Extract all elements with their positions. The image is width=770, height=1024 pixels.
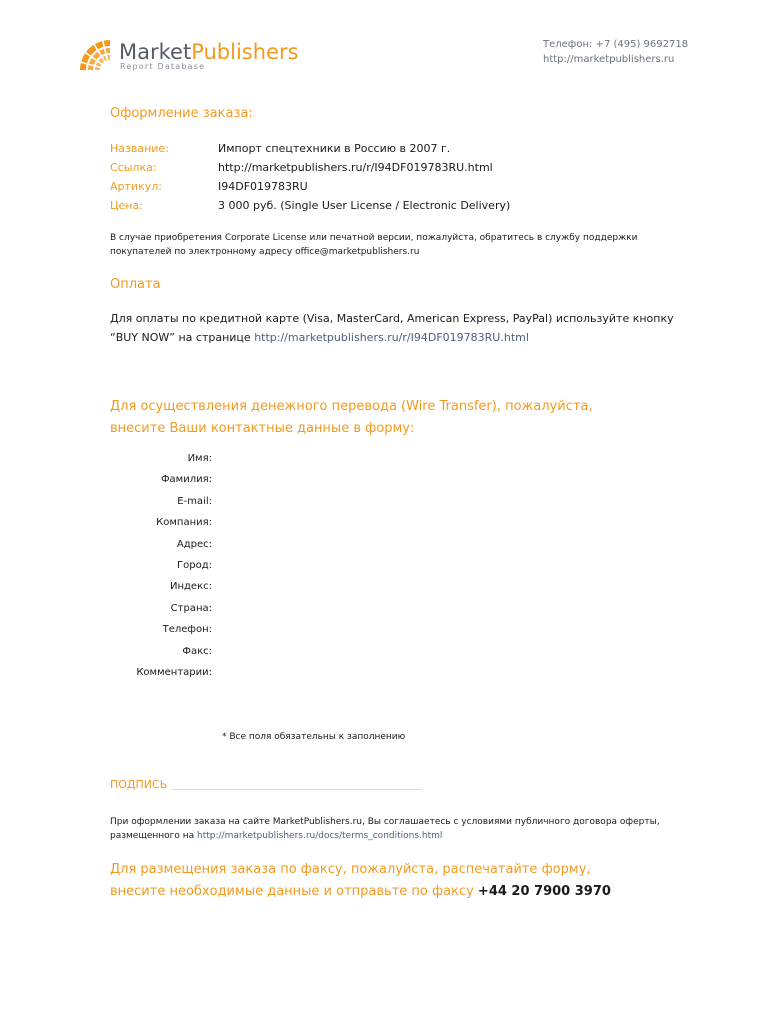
terms-text: При оформлении заказа на сайте MarketPublishers.ru, Вы соглашаетесь с условиями публичного договора оферты, размещенного на xyxy=(110,817,660,841)
contact-form xyxy=(110,453,530,688)
payment-heading: Оплата xyxy=(110,277,161,292)
form-field-input[interactable] xyxy=(220,603,530,619)
form-field-input[interactable] xyxy=(220,581,530,597)
form-row xyxy=(110,646,530,667)
order-row-price xyxy=(110,196,510,215)
required-fields-note: * Все поля обязательны к заполнению xyxy=(222,732,406,742)
fax-number: +44 20 7900 3970 xyxy=(477,884,611,899)
form-field-input[interactable] xyxy=(220,496,530,512)
form-field-input[interactable] xyxy=(220,624,530,640)
order-heading: Оформление заказа: xyxy=(110,106,253,121)
signature-line[interactable] xyxy=(172,789,422,790)
order-price-label: Цена: xyxy=(110,199,143,212)
form-row xyxy=(110,517,530,538)
order-details xyxy=(110,139,510,215)
form-row xyxy=(110,453,530,474)
form-field-input[interactable] xyxy=(220,453,530,469)
form-field-input[interactable] xyxy=(220,667,530,683)
contact-block xyxy=(543,37,688,67)
form-field-label: Компания: xyxy=(156,517,212,529)
signature-label: ПОДПИСЬ xyxy=(110,778,168,791)
wire-heading-line1: Для осуществления денежного перевода (Wire Transfer), пожалуйста, xyxy=(110,399,593,414)
order-article-value: I94DF019783RU xyxy=(218,180,308,193)
fax-line1: Для размещения заказа по факсу, пожалуйста, распечатайте форму, xyxy=(110,862,591,877)
form-field-label: Телефон: xyxy=(162,624,212,636)
wire-transfer-heading xyxy=(110,396,670,440)
form-field-input[interactable] xyxy=(220,560,530,576)
payment-paragraph xyxy=(110,309,680,347)
order-link-value[interactable]: http://marketpublishers.ru/r/I94DF019783RU.html xyxy=(218,161,493,174)
order-article-label: Артикул: xyxy=(110,180,162,193)
fax-line2: внесите необходимые данные и отправьте по факсу xyxy=(110,884,474,899)
form-field-label: E-mail: xyxy=(177,495,212,507)
fax-line2-wrap xyxy=(110,881,670,903)
form-field-input[interactable] xyxy=(220,517,530,533)
form-field-input[interactable] xyxy=(220,539,530,555)
order-name-label: Название: xyxy=(110,142,169,155)
form-field-label: Адрес: xyxy=(176,538,212,550)
form-row xyxy=(110,581,530,602)
order-name-value: Импорт спецтехники в Россию в 2007 г. xyxy=(218,142,451,155)
wire-heading-line2: внесите Ваши контактные данные в форму: xyxy=(110,421,415,436)
order-link-label: Ссылка: xyxy=(110,161,157,174)
form-field-label: Факс: xyxy=(182,645,212,657)
brand-part1: Market xyxy=(119,40,192,64)
form-field-label: Имя: xyxy=(187,453,212,464)
form-field-label: Индекс: xyxy=(170,581,212,593)
form-field-label: Страна: xyxy=(170,602,212,614)
order-row-link xyxy=(110,158,510,177)
order-row-name xyxy=(110,139,510,158)
order-row-article xyxy=(110,177,510,196)
terms-link[interactable]: http://marketpublishers.ru/docs/terms_conditions.html xyxy=(197,831,443,841)
payment-text: Для оплаты по кредитной карте (Visa, MasterCard, American Express, PayPal) используйте кнопку “BUY NOW” на странице xyxy=(110,312,674,344)
corporate-license-note: В случае приобретения Corporate License или печатной версии, пожалуйста, обратитесь в службу поддержки покупателей по электронному адресу office@marketpublishers.ru xyxy=(110,233,638,257)
payment-link[interactable]: http://marketpublishers.ru/r/I94DF019783RU.html xyxy=(254,331,529,344)
terms-paragraph xyxy=(110,815,700,843)
form-row xyxy=(110,539,530,560)
brand-subtitle: Report Database xyxy=(120,62,206,71)
fax-instructions xyxy=(110,859,670,903)
form-row xyxy=(110,624,530,645)
phone-number: Телефон: +7 (495) 9692718 xyxy=(543,39,689,50)
form-field-label: Город: xyxy=(177,559,212,571)
form-row xyxy=(110,560,530,581)
form-row xyxy=(110,667,530,688)
form-row xyxy=(110,603,530,624)
form-field-input[interactable] xyxy=(220,474,530,490)
form-field-input[interactable] xyxy=(220,646,530,662)
brand-part2: Publishers xyxy=(191,40,299,64)
form-field-label: Комментарии: xyxy=(136,666,212,678)
form-field-label: Фамилия: xyxy=(160,474,212,486)
order-price-value: 3 000 руб. (Single User License / Electronic Delivery) xyxy=(218,199,511,212)
site-url[interactable]: http://marketpublishers.ru xyxy=(543,54,675,65)
brand-name xyxy=(119,40,299,64)
form-row xyxy=(110,496,530,517)
form-row xyxy=(110,474,530,495)
sun-rays-icon xyxy=(80,38,110,70)
